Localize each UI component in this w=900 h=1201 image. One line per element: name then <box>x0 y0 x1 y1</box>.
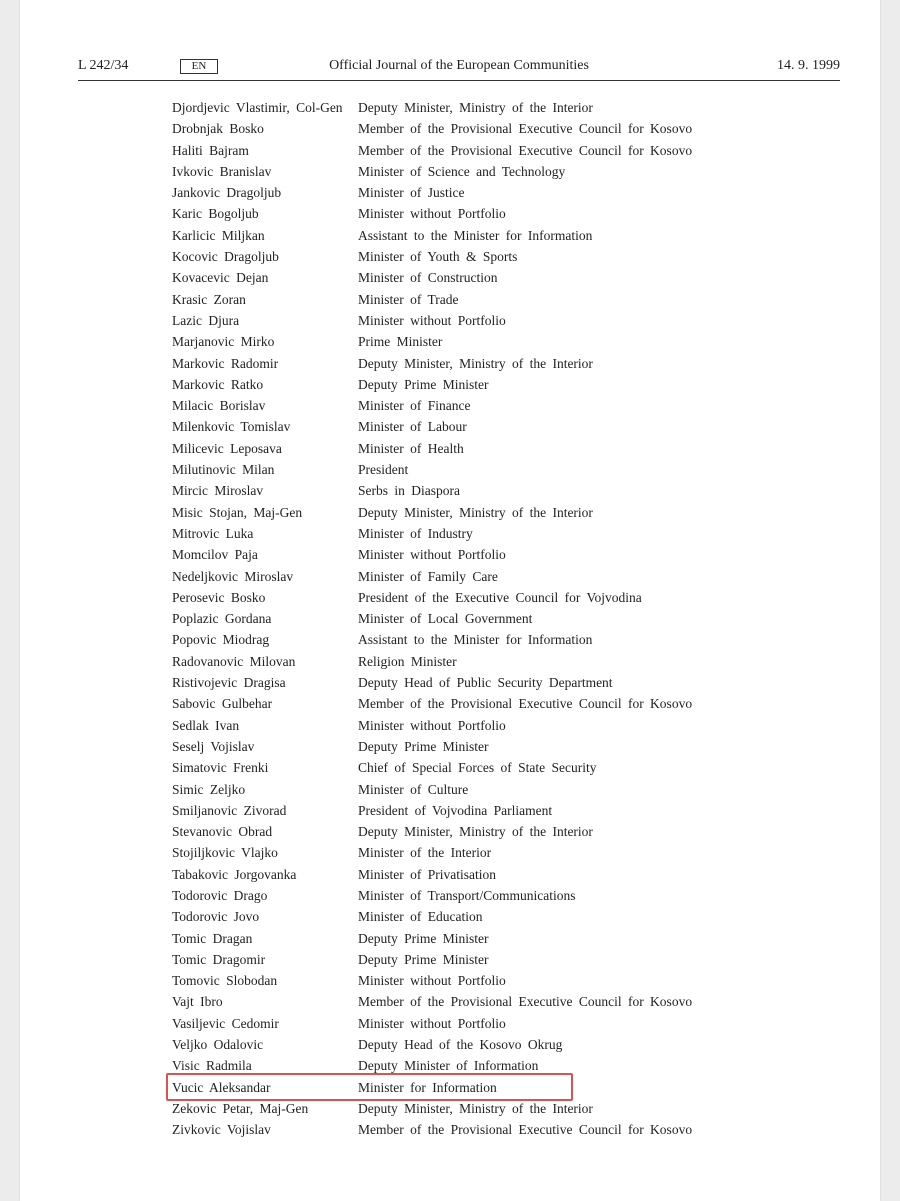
official-role: Minister of Privatisation <box>358 866 496 882</box>
official-name: Markovic Radomir <box>172 355 279 371</box>
official-name: Vajt Ibro <box>172 994 223 1010</box>
official-name: Nedeljkovic Miroslav <box>172 568 294 584</box>
official-name: Zivkovic Vojislav <box>172 1122 271 1138</box>
official-name: Radovanovic Milovan <box>172 653 296 669</box>
officials-list <box>172 97 732 1141</box>
official-role: Minister of Science and Technology <box>358 163 566 179</box>
official-role: Deputy Prime Minister <box>358 930 489 946</box>
official-name: Stojiljkovic Vlajko <box>172 845 278 861</box>
official-name: Mitrovic Luka <box>172 525 254 541</box>
list-item <box>172 885 732 906</box>
list-item <box>172 928 732 949</box>
official-name: Todorovic Jovo <box>172 909 260 925</box>
official-name: Misic Stojan, Maj-Gen <box>172 504 303 520</box>
list-item <box>172 331 732 352</box>
list-item <box>172 118 732 139</box>
list-item <box>172 203 732 224</box>
official-role: Minister of the Interior <box>358 845 492 861</box>
official-role: Minister of Finance <box>358 398 471 414</box>
official-role: Member of the Provisional Executive Council for Kosovo <box>358 142 693 158</box>
official-name: Markovic Ratko <box>172 376 264 392</box>
official-name: Perosevic Bosko <box>172 589 266 605</box>
official-name: Mircic Miroslav <box>172 483 264 499</box>
official-name: Djordjevic Vlastimir, Col-Gen <box>172 100 343 115</box>
official-name: Lazic Djura <box>172 312 240 328</box>
official-name: Drobnjak Bosko <box>172 121 264 137</box>
list-item <box>172 289 732 310</box>
list-item <box>172 821 732 842</box>
official-name: Milacic Borislav <box>172 398 266 414</box>
official-role: Prime Minister <box>358 334 443 350</box>
list-item <box>172 97 732 118</box>
official-name: Vucic Aleksandar <box>172 1079 271 1095</box>
official-role: President of the Executive Council for Vojvodina <box>358 589 642 605</box>
official-role: Deputy Prime Minister <box>358 738 489 754</box>
official-role: Deputy Minister, Ministry of the Interior <box>358 504 593 520</box>
list-item <box>172 842 732 863</box>
list-item <box>172 225 732 246</box>
official-name: Simic Zeljko <box>172 781 246 797</box>
official-role: Deputy Minister, Ministry of the Interior <box>358 824 593 840</box>
official-name: Milutinovic Milan <box>172 462 275 478</box>
journal-title: Official Journal of the European Communities <box>329 58 589 73</box>
official-name: Poplazic Gordana <box>172 611 272 627</box>
language-badge: EN <box>180 59 218 74</box>
official-name: Ristivojevic Dragisa <box>172 675 286 691</box>
official-role: Deputy Prime Minister <box>358 376 489 392</box>
official-name: Popovic Miodrag <box>172 632 270 648</box>
list-item <box>172 906 732 927</box>
list-item <box>172 693 732 714</box>
highlight-box <box>166 1073 573 1101</box>
official-name: Vasiljevic Cedomir <box>172 1015 279 1031</box>
official-name: Seselj Vojislav <box>172 738 255 754</box>
official-role: Member of the Provisional Executive Council for Kosovo <box>358 1122 693 1138</box>
document-page <box>20 0 880 1201</box>
official-role: Assistant to the Minister for Information <box>358 227 593 243</box>
official-role: Serbs in Diaspora <box>358 483 460 499</box>
official-role: Deputy Minister, Ministry of the Interior <box>358 355 593 371</box>
official-name: Simatovic Frenki <box>172 760 269 776</box>
official-name: Visic Radmila <box>172 1058 252 1074</box>
official-role: Deputy Head of Public Security Department <box>358 675 613 691</box>
list-item <box>172 970 732 991</box>
list-item <box>172 608 732 629</box>
official-role: President <box>358 462 409 478</box>
official-name: Tomovic Slobodan <box>172 973 278 989</box>
official-role: Member of the Provisional Executive Council for Kosovo <box>358 121 693 137</box>
list-item <box>172 651 732 672</box>
official-role: Minister of Industry <box>358 525 473 541</box>
list-item <box>172 991 732 1012</box>
official-role: Deputy Head of the Kosovo Okrug <box>358 1037 563 1053</box>
official-role: Chief of Special Forces of State Security <box>358 760 597 776</box>
official-role: President of Vojvodina Parliament <box>358 802 553 818</box>
list-item <box>172 1034 732 1055</box>
official-role: Minister of Construction <box>358 270 498 286</box>
official-name: Sabovic Gulbehar <box>172 696 273 712</box>
official-name: Jankovic Dragoljub <box>172 185 282 201</box>
list-item <box>172 267 732 288</box>
list-item <box>172 566 732 587</box>
issue-date: 14. 9. 1999 <box>777 58 840 73</box>
list-item <box>172 438 732 459</box>
list-item <box>172 310 732 331</box>
official-name: Tomic Dragomir <box>172 951 266 967</box>
official-name: Karlicic Miljkan <box>172 227 265 243</box>
list-item <box>172 353 732 374</box>
list-item <box>172 736 732 757</box>
list-item <box>172 246 732 267</box>
list-item <box>172 395 732 416</box>
official-name: Veljko Odalovic <box>172 1037 264 1053</box>
official-role: Member of the Provisional Executive Council for Kosovo <box>358 696 693 712</box>
official-name: Zekovic Petar, Maj-Gen <box>172 1100 309 1116</box>
official-name: Stevanovic Obrad <box>172 824 273 840</box>
official-role: Minister of Justice <box>358 185 465 201</box>
official-role: Minister without Portfolio <box>358 312 506 328</box>
official-role: Minister of Transport/Communications <box>358 887 576 903</box>
official-name: Kovacevic Dejan <box>172 270 269 286</box>
list-item <box>172 779 732 800</box>
official-role: Minister without Portfolio <box>358 206 506 222</box>
list-item <box>172 523 732 544</box>
official-role: Deputy Minister of Information <box>358 1058 539 1074</box>
official-name: Milicevic Leposava <box>172 440 282 456</box>
official-role: Deputy Prime Minister <box>358 951 489 967</box>
list-item <box>172 502 732 523</box>
list-item <box>172 374 732 395</box>
official-name: Sedlak Ivan <box>172 717 240 733</box>
official-role: Minister for Information <box>358 1079 497 1095</box>
official-name: Kocovic Dragoljub <box>172 249 279 265</box>
official-name: Todorovic Drago <box>172 887 268 903</box>
list-item <box>172 1013 732 1034</box>
official-name: Milenkovic Tomislav <box>172 419 291 435</box>
list-item <box>172 757 732 778</box>
list-item <box>172 587 732 608</box>
official-name: Tabakovic Jorgovanka <box>172 866 297 882</box>
official-name: Marjanovic Mirko <box>172 334 275 350</box>
list-item <box>172 949 732 970</box>
official-name: Haliti Bajram <box>172 142 249 158</box>
official-name: Momcilov Paja <box>172 547 258 563</box>
official-role: Member of the Provisional Executive Council for Kosovo <box>358 994 693 1010</box>
list-item <box>172 459 732 480</box>
list-item <box>172 544 732 565</box>
official-role: Minister without Portfolio <box>358 717 506 733</box>
official-role: Deputy Minister, Ministry of the Interior <box>358 1100 593 1116</box>
official-role: Minister of Youth & Sports <box>358 249 518 265</box>
list-item <box>172 800 732 821</box>
journal-header <box>78 58 840 81</box>
official-role: Minister of Local Government <box>358 611 533 627</box>
official-role: Minister without Portfolio <box>358 973 506 989</box>
official-name: Smiljanovic Zivorad <box>172 802 287 818</box>
list-item <box>172 182 732 203</box>
list-item <box>172 1098 732 1119</box>
list-item <box>172 629 732 650</box>
official-role: Minister of Family Care <box>358 568 498 584</box>
official-name: Ivkovic Branislav <box>172 163 272 179</box>
official-name: Tomic Dragan <box>172 930 253 946</box>
page-code: L 242/34 <box>78 58 129 73</box>
list-item <box>172 480 732 501</box>
list-item <box>172 1119 732 1140</box>
official-name: Karic Bogoljub <box>172 206 259 222</box>
official-name: Krasic Zoran <box>172 291 246 307</box>
official-role: Minister of Education <box>358 909 483 925</box>
official-role: Assistant to the Minister for Information <box>358 632 593 648</box>
official-role: Minister of Labour <box>358 419 467 435</box>
official-role: Minister of Health <box>358 440 464 456</box>
list-item <box>172 140 732 161</box>
official-role: Religion Minister <box>358 653 457 669</box>
official-role: Deputy Minister, Ministry of the Interior <box>358 100 593 115</box>
list-item <box>172 672 732 693</box>
list-item <box>172 864 732 885</box>
list-item <box>172 715 732 736</box>
list-item <box>172 416 732 437</box>
official-role: Minister without Portfolio <box>358 1015 506 1031</box>
list-item <box>172 161 732 182</box>
official-role: Minister without Portfolio <box>358 547 506 563</box>
official-role: Minister of Culture <box>358 781 469 797</box>
official-role: Minister of Trade <box>358 291 459 307</box>
